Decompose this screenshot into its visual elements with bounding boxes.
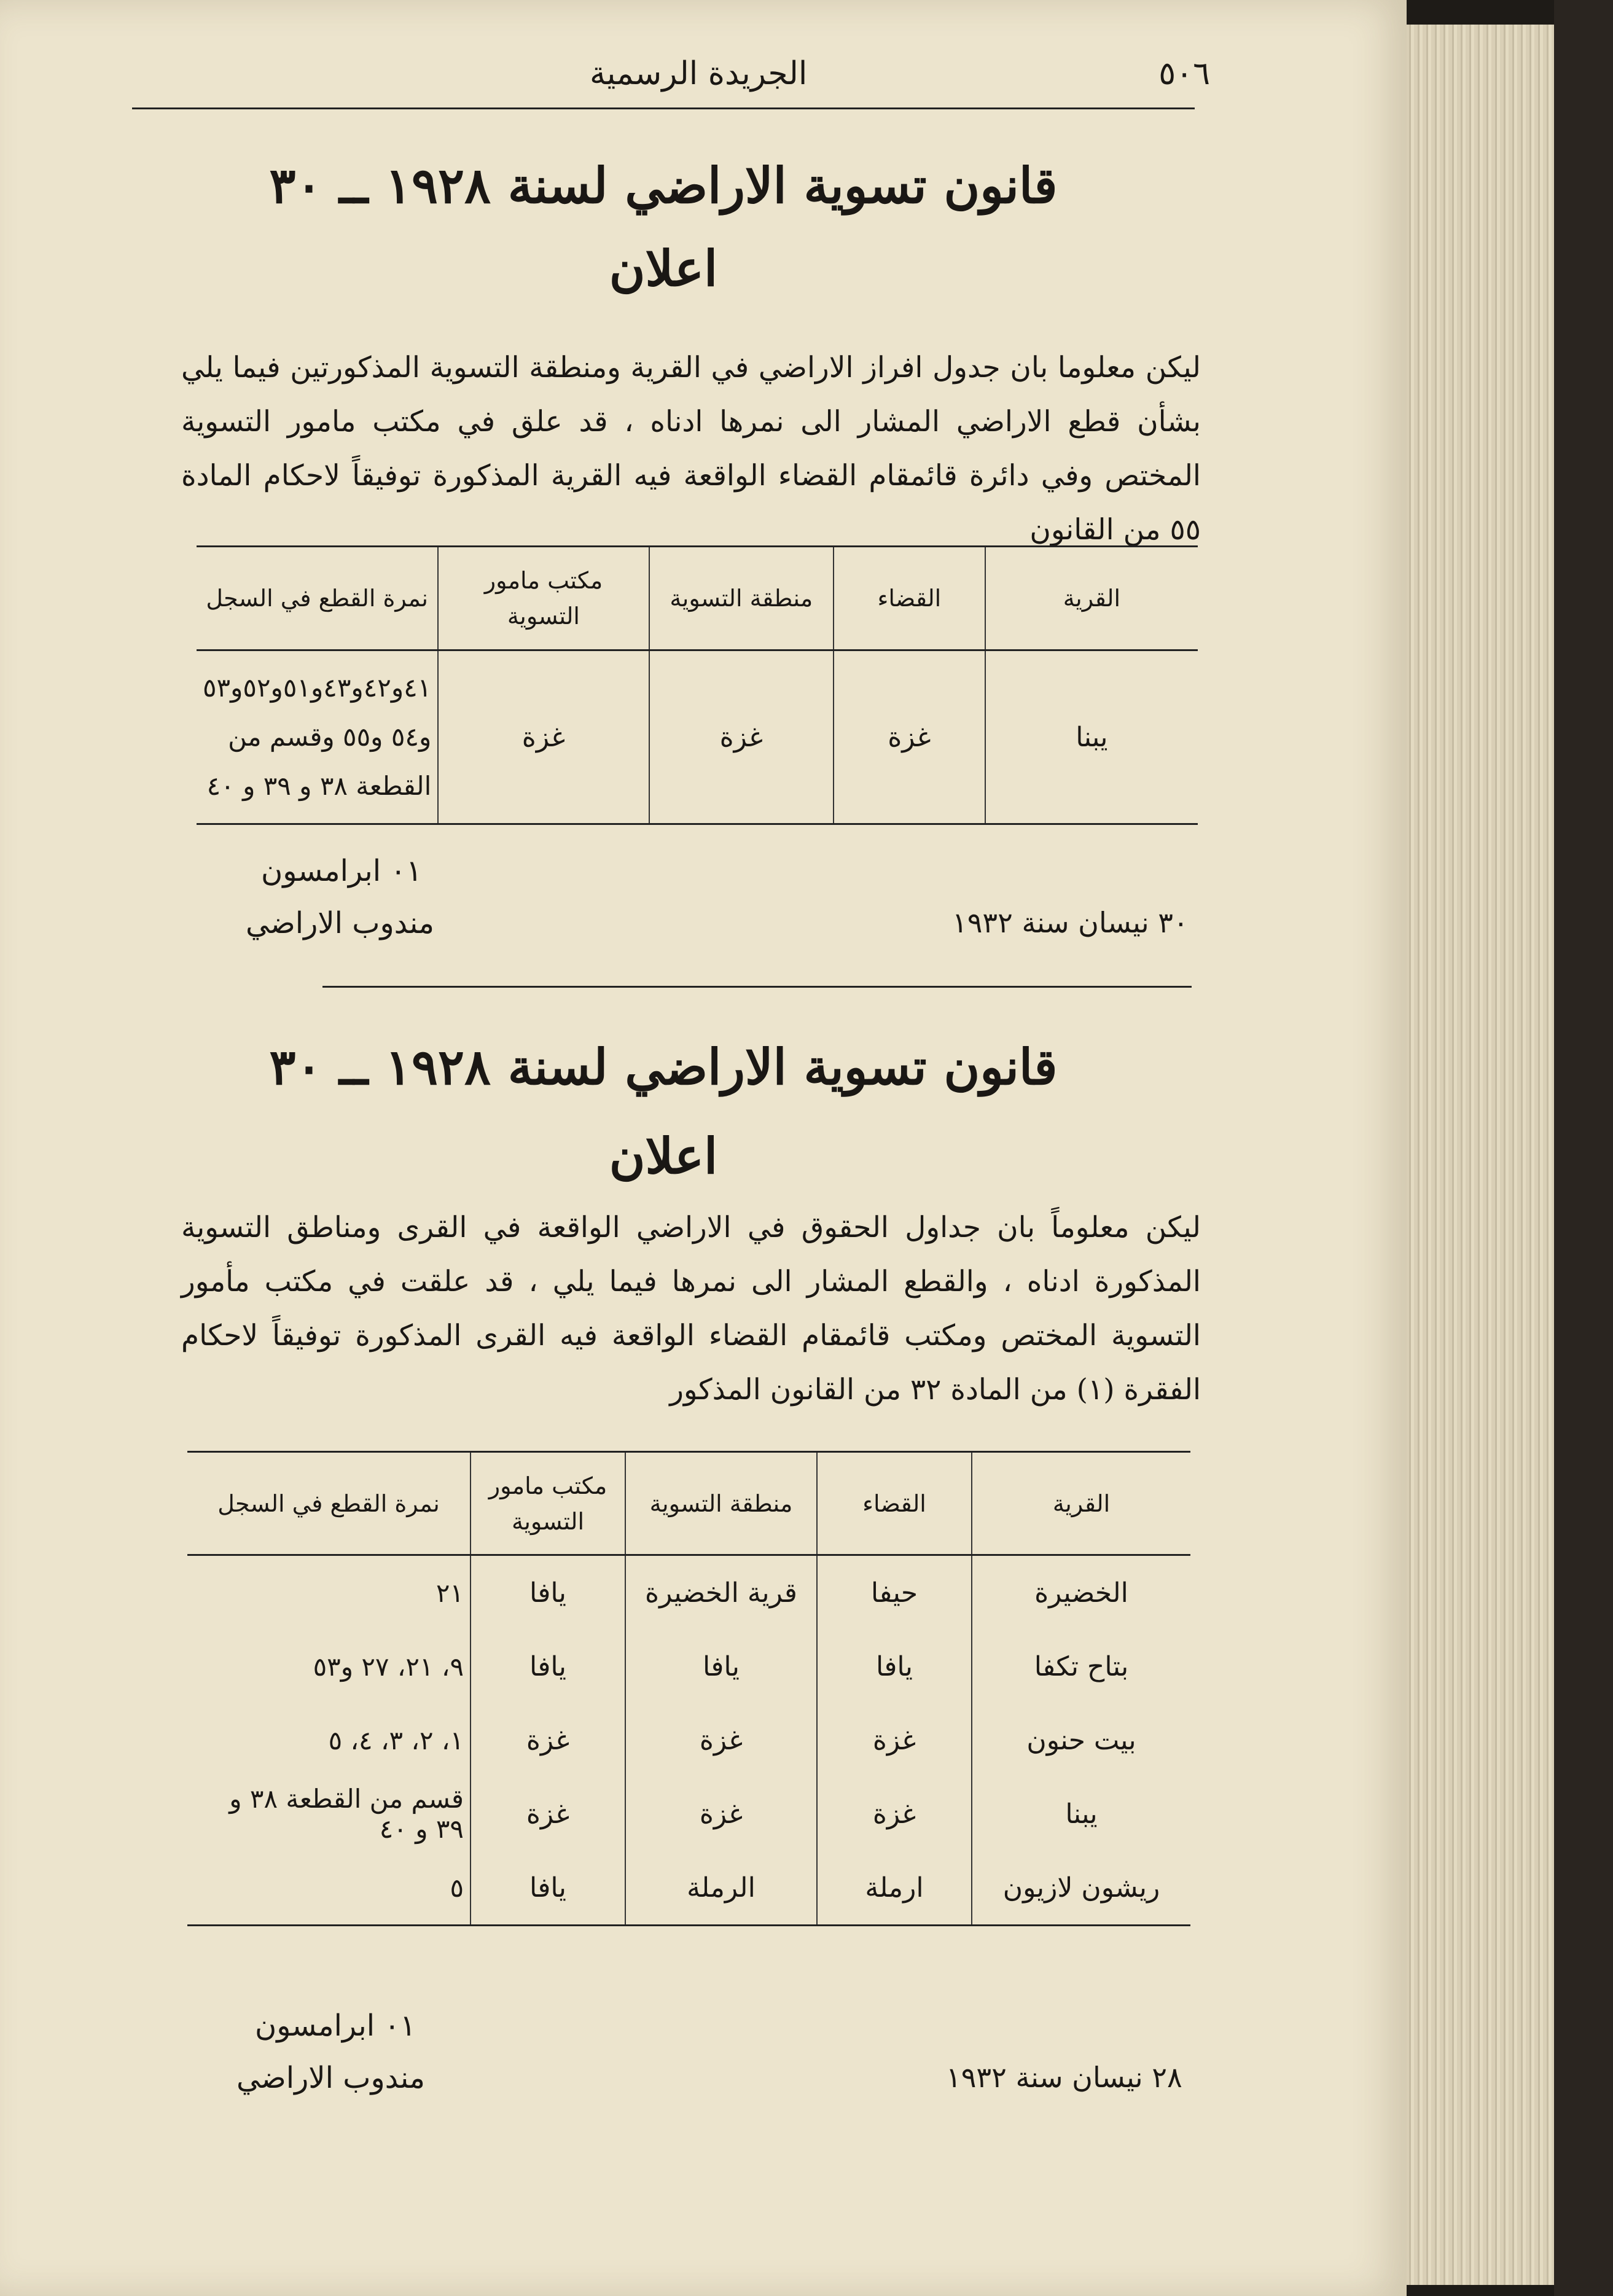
book-spine <box>1554 0 1613 2296</box>
cell-village: بيت حنون <box>972 1703 1190 1777</box>
table-row <box>187 1555 1190 1630</box>
cell-office: غزة <box>471 1703 625 1777</box>
cell-district: ارملة <box>817 1851 972 1926</box>
notice2-subtitle: اعلان <box>609 1127 718 1185</box>
notice1-signature-name: ٠١ ابرامسون <box>261 854 422 888</box>
header-district: القضاء <box>834 547 985 650</box>
cell-village: يبنا <box>972 1777 1190 1851</box>
table-row <box>187 1703 1190 1777</box>
cell-office: غزة <box>438 650 649 824</box>
notice1-date: ٣٠ نيسان سنة ١٩٣٢ <box>952 906 1189 939</box>
cell-village: ريشون لازيون <box>972 1851 1190 1926</box>
table-row <box>187 1630 1190 1703</box>
page-number: ٥٠٦ <box>1158 55 1210 92</box>
cell-parcels: ٥ <box>187 1851 471 1926</box>
header-office: مكتب مامور التسوية <box>471 1452 625 1555</box>
cell-office: يافا <box>471 1630 625 1703</box>
cell-village: بتاح تكفا <box>972 1630 1190 1703</box>
notice2-signature-title: مندوب الاراضي <box>236 2061 426 2095</box>
cell-office: يافا <box>471 1851 625 1926</box>
section-divider <box>322 986 1192 988</box>
notice1-title: قانون تسوية الاراضي لسنة ١٩٢٨ ــ ٣٠ <box>269 157 1058 214</box>
notice2-title: قانون تسوية الاراضي لسنة ١٩٢٨ ــ ٣٠ <box>269 1038 1058 1096</box>
notice1-paragraph: ليكن معلوما بان جدول افراز الاراضي في القرية ومنطقة التسوية المذكورتين فيما يلي بشأن قطع الاراضي المشار الى نمرها ادناه ، قد علق في مكتب مامور التسوية المختص وفي دائرة قائمقام القضاء الواقعة فيه القرية المذكورة توفيقاً لاحكام المادة ٥٥ من القانون <box>181 351 1201 547</box>
header-parcels: نمرة القطع في السجل <box>197 547 438 650</box>
cell-district: غزة <box>834 650 985 824</box>
cell-district: غزة <box>817 1703 972 1777</box>
notice1-signature-title: مندوب الاراضي <box>246 906 435 940</box>
header-village: القرية <box>985 547 1198 650</box>
cell-zone: غزة <box>649 650 834 824</box>
notice2-paragraph: ليكن معلوماً بان جداول الحقوق في الاراضي الواقعة في القرى ومناطق التسوية المذكورة ادناه ، والقطع المشار الى نمرها فيما يلي ، قد علقت في مكتب مأمور التسوية المختص ومكتب قائمقام القضاء الواقعة فيه القرى المذكورة توفيقاً لاحكام الفقرة (١) من المادة ٣٢ من القانون المذكور <box>181 1211 1201 1407</box>
cell-parcels: ٤١و٤٢و٤٣و٥١و٥٢و٥٣ و٥٤ و٥٥ وقسم من القطعة ٣٨ و ٣٩ و ٤٠ <box>197 650 438 824</box>
cell-village: الخضيرة <box>972 1555 1190 1630</box>
cell-office: يافا <box>471 1555 625 1630</box>
cell-parcels: ٢١ <box>187 1555 471 1630</box>
header-office: مكتب مامور التسوية <box>438 547 649 650</box>
table-row <box>197 650 1198 824</box>
header-zone: منطقة التسوية <box>625 1452 817 1555</box>
notice2-table <box>187 1451 1190 1926</box>
notice2-signature-name: ٠١ ابرامسون <box>255 2009 416 2043</box>
cell-parcels: ١، ٢، ٣، ٤، ٥ <box>187 1703 471 1777</box>
cell-village: يبنا <box>985 650 1198 824</box>
cell-parcels: قسم من القطعة ٣٨ و ٣٩ و ٤٠ <box>187 1777 471 1851</box>
cell-district: غزة <box>817 1777 972 1851</box>
journal-title: الجريدة الرسمية <box>590 55 808 92</box>
header-district: القضاء <box>817 1452 972 1555</box>
cell-district: حيفا <box>817 1555 972 1630</box>
table-row <box>187 1777 1190 1851</box>
notice1-subtitle: اعلان <box>609 240 718 297</box>
table-header-row <box>197 547 1198 650</box>
table-row <box>187 1851 1190 1926</box>
header-zone: منطقة التسوية <box>649 547 834 650</box>
notice2-date: ٢٨ نيسان سنة ١٩٣٢ <box>946 2061 1182 2094</box>
cell-zone: الرملة <box>625 1851 817 1926</box>
table-header-row <box>187 1452 1190 1555</box>
cell-district: يافا <box>817 1630 972 1703</box>
cell-zone: قرية الخضيرة <box>625 1555 817 1630</box>
cell-zone: غزة <box>625 1777 817 1851</box>
header-parcels: نمرة القطع في السجل <box>187 1452 471 1555</box>
cell-office: غزة <box>471 1777 625 1851</box>
cell-zone: يافا <box>625 1630 817 1703</box>
notice1-table <box>197 545 1198 825</box>
cell-zone: غزة <box>625 1703 817 1777</box>
header-rule <box>132 107 1195 109</box>
cell-parcels: ٩، ٢١، ٢٧ و٥٣ <box>187 1630 471 1703</box>
header-village: القرية <box>972 1452 1190 1555</box>
